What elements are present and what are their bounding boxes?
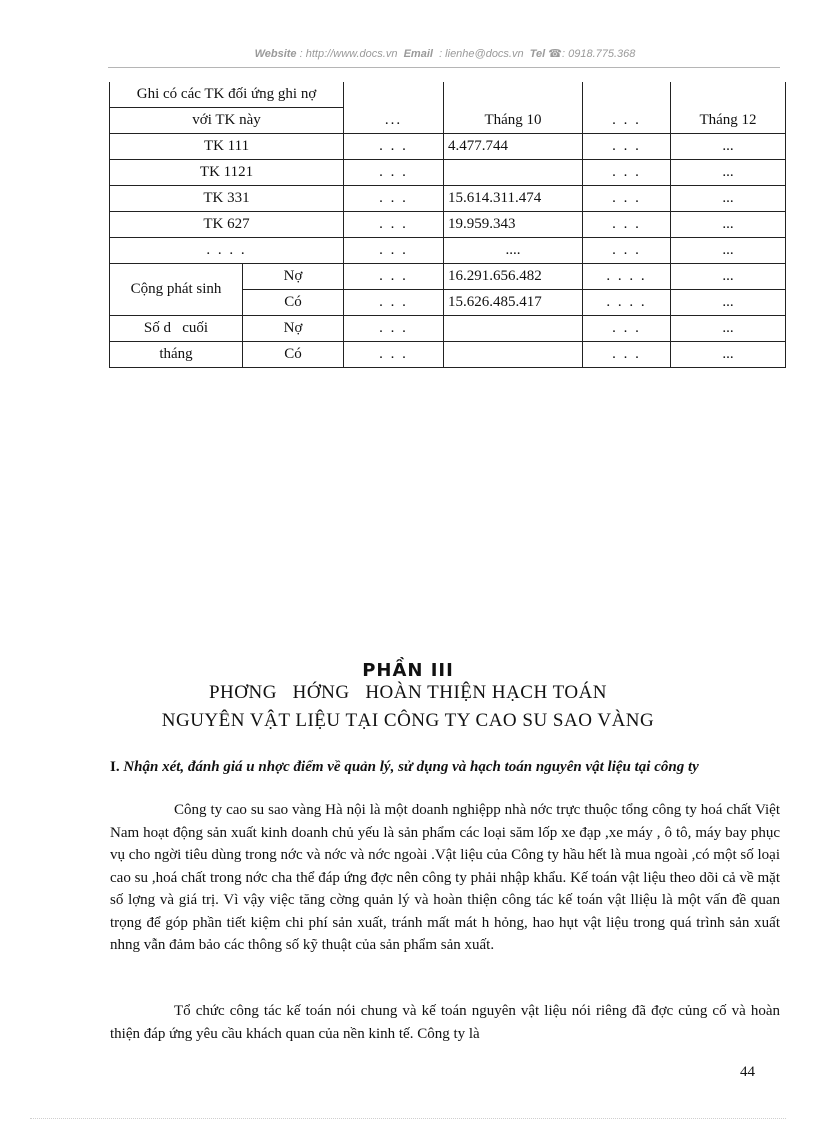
- balance-sub-no: Nợ: [243, 316, 344, 342]
- cell: . . .: [344, 212, 444, 238]
- cell: . . .: [583, 342, 671, 368]
- cell: ...: [671, 342, 786, 368]
- telephone-icon: ☎: [548, 48, 562, 60]
- header-col-thang-10: Tháng 10: [444, 82, 583, 134]
- table-row: [110, 212, 786, 238]
- cell: ...: [671, 316, 786, 342]
- cell: [444, 342, 583, 368]
- cell: . . .: [344, 134, 444, 160]
- email-value: : lienhe@docs.vn: [439, 48, 524, 60]
- ledger-table: [109, 82, 786, 368]
- cell: . . .: [344, 186, 444, 212]
- balance-sub-co: Có: [243, 342, 344, 368]
- cell: . . . .: [583, 264, 671, 290]
- section-number: I.: [110, 759, 120, 775]
- balance-label-line1: Số d cuối: [110, 316, 243, 342]
- page-header: [110, 47, 780, 60]
- website-value: : http://www.docs.vn: [299, 48, 398, 60]
- part-heading-line1: PHƠNG HỚNG HOÀN THIỆN HẠCH TOÁN: [208, 682, 608, 703]
- total-sub-co: Có: [243, 290, 344, 316]
- table-row: [110, 134, 786, 160]
- table-row-total-no: [110, 264, 786, 290]
- total-label: Cộng phát sinh: [110, 264, 243, 316]
- balance-label-line2: tháng: [110, 342, 243, 368]
- account-label: TK 1121: [110, 160, 344, 186]
- cell: . . .: [583, 134, 671, 160]
- cell: . . . .: [583, 290, 671, 316]
- section-heading: [110, 757, 780, 778]
- website-label: Website: [254, 48, 297, 60]
- total-sub-no: Nợ: [243, 264, 344, 290]
- tel-label: Tel: [529, 48, 546, 60]
- part-heading-line2: NGUYÊN VẬT LIỆU TẠI CÔNG TY CAO SU SAO VÀNG: [161, 710, 655, 731]
- table-row: [110, 186, 786, 212]
- body-paragraph-2: Tổ chức công tác kế toán nói chung và kế toán nguyên vật liệu nói riêng đã đợc củng cố và hoàn thiện đáp ứng yêu cầu khách quan của nền kinh tế. Công ty là: [110, 1003, 780, 1042]
- body-paragraph-1: Công ty cao su sao vàng Hà nội là một doanh nghiệpp nhà nớc trực thuộc tổng công ty hoá chất Việt Nam hoạt động sản xuất kinh doanh chủ yếu là sản phẩm các loại săm lốp xe đạp ,xe máy , ô tô, máy bay phục vụ cho ngời tiêu dùng trong nớc và nớc và nớc ngoài .Vật liệu của Công ty hầu hết là mua ngoài ,có một số loại cao su ,hoá chất trong nớc cha thể đáp ứng đợc nên công ty phải nhập khẩu. Kế toán vật liệu theo dõi cả về mặt số lợng và giá trị. Vì vậy việc tăng cờng quản lý và hoàn thiện công tác kế toán vật lliệu là một vấn đề quan trọng để góp phần tiết kiệm chi phí sản xuất, tránh mất mát h hỏng, hao hụt vật liệu trong quá trình sản xuất nhng vẫn đảm bảo các thông số kỹ thuật của sản phẩm sản xuất.: [110, 802, 780, 953]
- header-col-1: ...: [344, 82, 444, 134]
- cell: . . .: [583, 238, 671, 264]
- cell: 19.959.343: [444, 212, 583, 238]
- cell: . . .: [583, 186, 671, 212]
- account-label: TK 627: [110, 212, 344, 238]
- table-row: [110, 160, 786, 186]
- cell: ...: [671, 160, 786, 186]
- cell: 15.614.311.474: [444, 186, 583, 212]
- table-row: [110, 238, 786, 264]
- cell: ...: [671, 134, 786, 160]
- cell: ...: [671, 186, 786, 212]
- header-col-3: . . .: [583, 82, 671, 134]
- cell: ...: [671, 238, 786, 264]
- cell: . . .: [344, 342, 444, 368]
- cell: 16.291.656.482: [444, 264, 583, 290]
- cell: . . .: [583, 160, 671, 186]
- cell: . . .: [344, 238, 444, 264]
- header-col-thang-12: Tháng 12: [671, 82, 786, 134]
- header-label-line2: với TK này: [110, 108, 344, 134]
- cell: ...: [671, 212, 786, 238]
- cell: . . .: [344, 160, 444, 186]
- cell: . . .: [583, 212, 671, 238]
- cell: ....: [444, 238, 583, 264]
- header-rule: [108, 67, 780, 68]
- header-label-line1: Ghi có các TK đối ứng ghi nợ: [110, 82, 344, 108]
- page-number: 44: [740, 1064, 755, 1080]
- email-label: Email: [403, 48, 433, 60]
- cell: . . .: [344, 316, 444, 342]
- account-label: TK 111: [110, 134, 344, 160]
- cell: . . .: [583, 316, 671, 342]
- cell: ...: [671, 290, 786, 316]
- cell: ...: [671, 264, 786, 290]
- tel-value: : 0918.775.368: [562, 48, 636, 60]
- account-label: . . . .: [110, 238, 344, 264]
- footer-rule: [30, 1118, 786, 1119]
- cell: . . .: [344, 290, 444, 316]
- part-title: PHẦN III: [362, 660, 454, 681]
- cell: [444, 160, 583, 186]
- table-header-row-1: [110, 82, 786, 108]
- cell: [444, 316, 583, 342]
- section-title: Nhận xét, đánh giá u nhợc điểm về quản lý, sử dụng và hạch toán nguyên vật liệu tại công ty: [123, 759, 699, 775]
- table-row-balance-no: [110, 316, 786, 342]
- table-row-balance-co: [110, 342, 786, 368]
- cell: . . .: [344, 264, 444, 290]
- cell: 15.626.485.417: [444, 290, 583, 316]
- cell: 4.477.744: [444, 134, 583, 160]
- account-label: TK 331: [110, 186, 344, 212]
